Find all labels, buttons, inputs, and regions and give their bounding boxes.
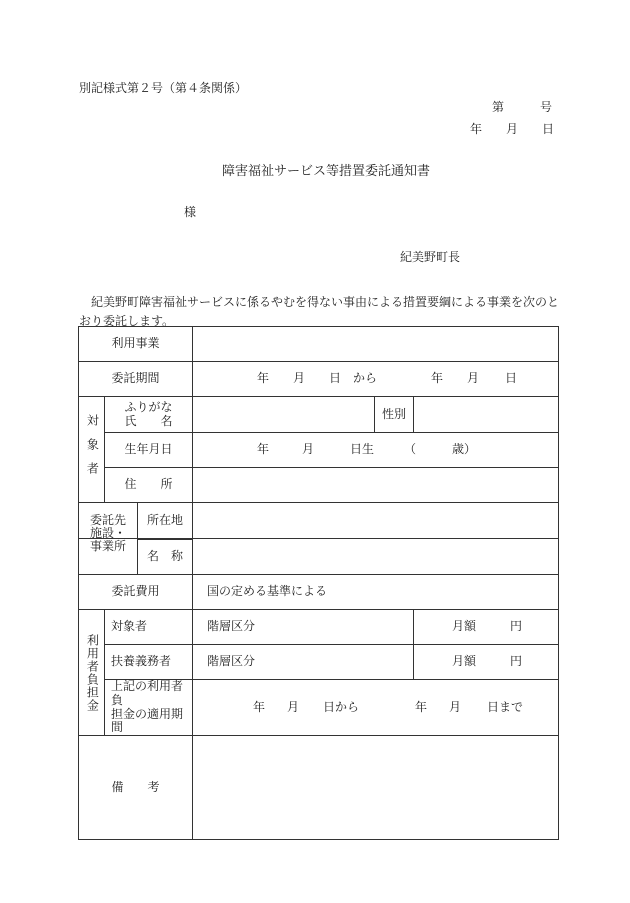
burden-period-end-day: 日まで [487, 699, 524, 714]
facility-label-cell [79, 503, 193, 554]
burden-guardian-label: 扶養義務者 [105, 645, 193, 680]
row-period [79, 362, 559, 397]
addressee-suffix: 様 [184, 205, 197, 219]
facility-name-value[interactable] [193, 539, 559, 575]
burden-subject-class[interactable]: 階層区分 [193, 610, 414, 645]
row-facility-name [79, 539, 559, 575]
burden-period-start-day: 日から [323, 699, 360, 714]
period-value[interactable] [193, 362, 559, 397]
furigana-name-label [105, 397, 193, 433]
entrustment-form-table [78, 326, 559, 840]
birth-month: 月 [302, 442, 315, 457]
period-end-day: 日 [505, 371, 518, 386]
furigana-label: ふりがな [124, 399, 173, 414]
facility-location-value[interactable] [193, 503, 559, 539]
burden-period-end-year: 年 [415, 699, 428, 714]
burden-period-end-month: 月 [449, 699, 462, 714]
document-number: 第 号 [492, 100, 553, 114]
burden-guardian-monthly[interactable] [414, 645, 559, 680]
burden-group-label: 利用者負担金 [79, 610, 105, 736]
period-start-month: 月 [293, 371, 306, 386]
age-close: 歳） [452, 442, 477, 457]
period-end-month: 月 [467, 371, 480, 386]
form-reference: 別記様式第２号（第４条関係） [79, 81, 248, 95]
burden-guardian-monthly-label: 月額 [452, 654, 477, 669]
burden-period-label: 上記の利用者負 担金の適用期間 [105, 680, 193, 736]
gender-label: 性別 [375, 397, 414, 433]
period-label: 委託期間 [79, 362, 193, 397]
row-burden-subject [79, 610, 559, 645]
burden-guardian-class[interactable]: 階層区分 [193, 645, 414, 680]
birth-year: 年 [257, 442, 270, 457]
document-title: 障害福祉サービス等措置委託通知書 [222, 164, 431, 179]
business-label: 利用事業 [79, 327, 193, 362]
burden-subject-yen: 円 [510, 619, 523, 634]
sender-name: 紀美野町長 [400, 250, 461, 264]
remarks-label: 備 考 [79, 736, 193, 840]
facility-location-label: 所在地 [137, 503, 192, 538]
age-open: （ [404, 442, 417, 457]
burden-guardian-yen: 円 [510, 654, 523, 669]
remarks-value[interactable] [193, 736, 559, 840]
issue-date: 年 月 日 [470, 122, 555, 136]
birthdate-label: 生年月日 [105, 433, 193, 468]
subject-group-label: 対象者 [79, 397, 105, 503]
row-facility-location [79, 503, 559, 539]
fee-label: 委託費用 [79, 575, 193, 610]
period-end-year: 年 [431, 371, 444, 386]
burden-period-start-month: 月 [287, 699, 300, 714]
burden-period-value[interactable] [193, 680, 559, 736]
gender-value[interactable] [414, 397, 559, 433]
fee-value: 国の定める基準による [193, 575, 559, 610]
address-label: 住 所 [105, 468, 193, 503]
row-remarks [79, 736, 559, 840]
facility-name-label: 名 称 [137, 539, 192, 574]
row-burden-period [79, 680, 559, 736]
burden-subject-monthly-label: 月額 [452, 619, 477, 634]
row-burden-guardian [79, 645, 559, 680]
burden-subject-monthly[interactable] [414, 610, 559, 645]
period-start-day: 日 [329, 371, 342, 386]
burden-subject-label: 対象者 [105, 610, 193, 645]
period-start-year: 年 [257, 371, 270, 386]
period-from: から [353, 371, 378, 386]
birth-day: 日生 [350, 442, 375, 457]
address-value[interactable] [193, 468, 559, 503]
name-label: 氏 名 [124, 413, 173, 428]
name-value[interactable] [193, 397, 375, 433]
row-furigana-name [79, 397, 559, 433]
row-fee [79, 575, 559, 610]
row-address [79, 468, 559, 503]
body-text-line-1: 紀美野町障害福祉サービスに係るやむを得ない事由による措置要綱による事業を次のと [91, 295, 560, 309]
body-text-line-2: おり委託します。 [79, 314, 175, 328]
row-birthdate [79, 433, 559, 468]
business-value[interactable] [193, 327, 559, 362]
row-business [79, 327, 559, 362]
birthdate-value[interactable] [193, 433, 559, 468]
facility-group-label: 委託先 施設・ 事業所 [89, 513, 126, 554]
burden-period-start-year: 年 [253, 699, 266, 714]
